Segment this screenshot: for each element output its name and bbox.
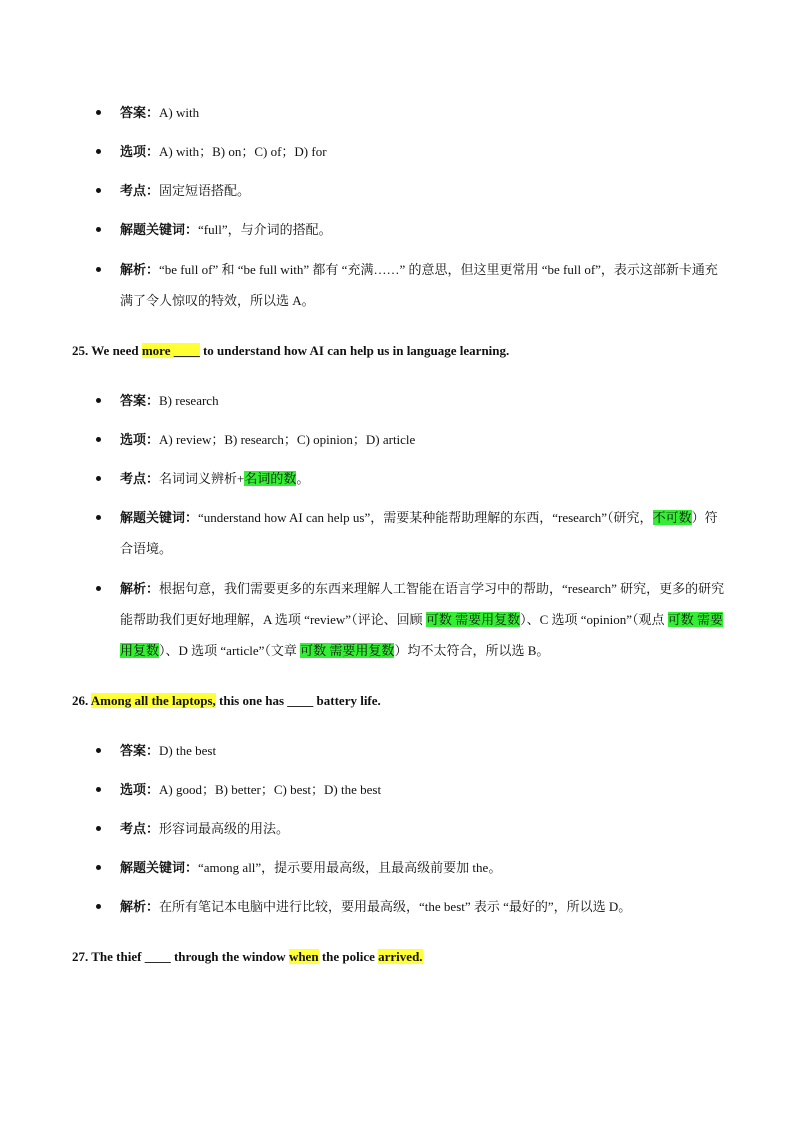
point-text: 形容词最高级的用法。: [159, 821, 290, 836]
bullet-dot-icon: [96, 865, 101, 870]
q25-analysis: 解析：根据句意，我们需要更多的东西来理解人工智能在语言学习中的帮助，“research” 研究，更多的研究能帮助我们更好地理解，A 选项 “review”（评论、回顾 可数 需要用复数）、C 选项 “opinion”（观点 可数 需要用复数）、D 选项 “article”（文章 可数 需要用复数）均不太符合，所以选 B。: [96, 573, 726, 666]
bullet-dot-icon: [96, 398, 101, 403]
highlight-green: 可数 需要用复数: [120, 612, 724, 658]
bullet-dot-icon: [96, 227, 101, 232]
q25-answer: [96, 385, 726, 416]
point-label: 考点：: [120, 821, 160, 836]
q26-analysis: [96, 891, 726, 922]
key-label: 解题关键词：: [120, 510, 199, 525]
q25-key: 解题关键词：“understand how AI can help us”，需要某种能帮助理解的东西，“research”（研究，不可数）符合语境。: [96, 502, 726, 564]
highlight-green: 可数 需要用复数: [425, 612, 521, 627]
bullet-dot-icon: [96, 267, 101, 272]
q24-key: [96, 214, 726, 245]
answer-label: 答案：: [120, 743, 160, 758]
key-label: 解题关键词：: [120, 860, 199, 875]
analysis-text: 在所有笔记本电脑中进行比较，要用最高级，“the best” 表示 “最好的”，所以选 D。: [159, 899, 632, 914]
analysis-label: 解析：: [120, 581, 160, 596]
options-label: 选项：: [120, 782, 160, 797]
bullet-dot-icon: [96, 110, 101, 115]
q24-options: [96, 136, 726, 167]
point-label: 考点：: [120, 183, 160, 198]
bullet-dot-icon: [96, 586, 101, 591]
bullet-dot-icon: [96, 515, 101, 520]
options-text: A) with；B) on；C) of；D) for: [159, 144, 327, 159]
analysis-text: “be full of” 和 “be full with” 都有 “充满……” 的意思，但这里更常用 “be full of”，表示这部新卡通充满了令人惊叹的特效，所以选 A。: [120, 262, 718, 308]
highlight-yellow: arrived.: [378, 949, 423, 964]
point-text: 固定短语搭配。: [159, 183, 251, 198]
options-label: 选项：: [120, 432, 160, 447]
q26-point: [96, 813, 726, 844]
highlight-green: 不可数: [652, 510, 692, 525]
answer-text: B) research: [159, 393, 219, 408]
analysis-label: 解析：: [120, 899, 160, 914]
bullet-dot-icon: [96, 476, 101, 481]
options-label: 选项：: [120, 144, 160, 159]
q25-options: [96, 424, 726, 455]
options-text: A) good；B) better；C) best；D) the best: [159, 782, 382, 797]
bullet-dot-icon: [96, 748, 101, 753]
highlight-green: 名词的数: [244, 471, 297, 486]
question-26: 26. Among all the laptops, this one has ____ battery life.: [72, 693, 381, 708]
key-text: “among all”，提示要用最高级，且最高级前要加 the。: [198, 860, 502, 875]
q24-answer: [96, 97, 726, 128]
highlight-yellow: when: [288, 949, 319, 964]
bullet-dot-icon: [96, 826, 101, 831]
q25-point: 考点：名词词义辨析+名词的数。: [96, 463, 726, 494]
key-text: “full”，与介词的搭配。: [198, 222, 332, 237]
analysis-label: 解析：: [120, 262, 160, 277]
q26-answer: [96, 735, 726, 766]
answer-label: 答案：: [120, 105, 160, 120]
key-label: 解题关键词：: [120, 222, 199, 237]
question-27: 27. The thief ____ through the window when the police arrived.: [72, 949, 423, 964]
answer-text: D) the best: [159, 743, 217, 758]
point-label: 考点：: [120, 471, 160, 486]
q26-options: [96, 774, 726, 805]
bullet-dot-icon: [96, 437, 101, 442]
bullet-dot-icon: [96, 188, 101, 193]
question-25: 25. We need more ____ to understand how AI can help us in language learning.: [72, 343, 510, 358]
options-text: A) review；B) research；C) opinion；D) article: [159, 432, 416, 447]
bullet-dot-icon: [96, 787, 101, 792]
bullet-dot-icon: [96, 149, 101, 154]
highlight-yellow: more ____: [141, 343, 200, 358]
q24-point: [96, 175, 726, 206]
q26-key: [96, 852, 726, 883]
answer-label: 答案：: [120, 393, 160, 408]
highlight-yellow: Among all the laptops,: [90, 693, 216, 708]
q24-analysis: [96, 254, 726, 316]
bullet-dot-icon: [96, 904, 101, 909]
highlight-green: 可数 需要用复数: [300, 643, 395, 658]
answer-text: A) with: [159, 105, 200, 120]
